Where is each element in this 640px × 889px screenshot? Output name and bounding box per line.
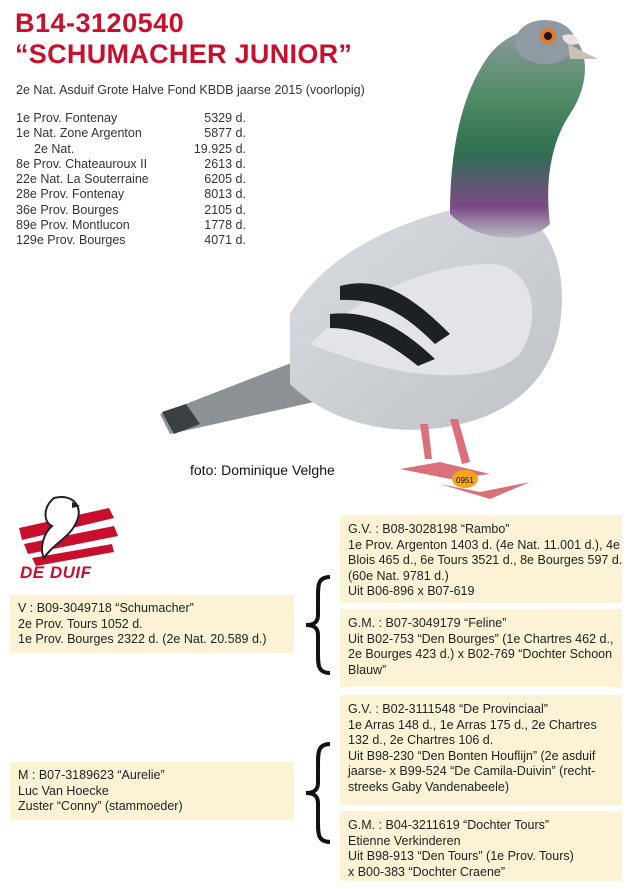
pedigree-line: Blois 465 d., 6e Tours 3521 d., 8e Bourges 597 d.	[348, 553, 623, 568]
result-place: 129e Prov. Bourges	[16, 233, 126, 248]
pedigree-line: V : B09-3049718 “Schumacher”	[18, 601, 194, 615]
logo-text: DE DUIF	[20, 563, 92, 582]
result-count: 6205 d.	[204, 172, 246, 187]
pedigree-line: Uit B98-913 “Den Tours” (1e Prov. Tours)	[348, 849, 574, 864]
result-count: 5329 d.	[204, 111, 246, 125]
ring-number: B14-3120540	[15, 8, 185, 38]
grandfather-father-side	[340, 515, 622, 603]
result-count: 1778 d.	[204, 218, 246, 233]
pedigree-line: Uit B98-230 “Den Bonten Houflijn” (2e asduif	[348, 748, 596, 763]
result-place: 22e Nat. La Souterraine	[16, 172, 149, 187]
brace-mother	[302, 742, 336, 844]
result-count: 19.925 d.	[193, 141, 246, 156]
result-place: 28e Prov. Fontenay	[16, 187, 125, 202]
result-place: 89e Prov. Montlucon	[16, 218, 130, 233]
result-count: 4071 d.	[204, 233, 246, 248]
pedigree-line: Blauw”	[348, 662, 387, 677]
pedigree-line: G.V. : B02-3111548 “De Provinciaal”	[348, 702, 548, 716]
pedigree-line: G.V. : B08-3028198 “Rambo”	[348, 522, 510, 536]
grandfather-mother-side	[340, 695, 622, 805]
result-place: 8e Prov. Chateauroux II	[16, 156, 148, 171]
pigeon-photo	[150, 14, 640, 514]
pedigree-line: 132 d., 2e Chartres 106 d.	[348, 733, 494, 748]
pedigree-line: Uit B06-896 x B07-619	[348, 584, 475, 599]
mother-box	[10, 762, 294, 820]
result-place: 1e Prov. Fontenay	[16, 111, 118, 125]
pedigree-line: Etienne Verkinderen	[348, 833, 461, 848]
leg-ring-number: 0951	[456, 476, 474, 485]
pedigree-line: Uit B02-753 “Den Bourges” (1e Chartres 462 d.,	[348, 631, 614, 646]
photo-credit: foto: Dominique Velghe	[190, 462, 335, 478]
pedigree-line: streeks Gaby Vandenabeele)	[348, 779, 509, 794]
pedigree-line: 1e Arras 148 d., 1e Arras 175 d., 2e Chartres	[348, 717, 597, 732]
pedigree-line: x B00-383 “Dochter Craene”	[348, 864, 506, 879]
result-place: 2e Nat.	[34, 141, 75, 156]
pedigree-line: jaarse- x B99-524 “De Camila-Duivin” (recht-	[348, 764, 596, 779]
result-count: 5877 d.	[204, 126, 246, 141]
result-count: 8013 d.	[204, 187, 246, 202]
father-box	[10, 595, 294, 653]
pedigree-line: G.M. : B04-3211619 “Dochter Tours”	[348, 818, 550, 832]
pedigree-line: (60e Nat. 9781 d.)	[348, 568, 449, 583]
pedigree-line: Luc Van Hoecke	[18, 783, 109, 798]
pedigree-line: 2e Prov. Tours 1052 d.	[18, 616, 143, 631]
result-count: 2105 d.	[204, 202, 246, 217]
pedigree-line: 1e Prov. Argenton 1403 d. (4e Nat. 11.001 d.), 4e	[348, 537, 620, 552]
pedigree-line: M : B07-3189623 “Aurelie”	[18, 768, 165, 782]
pigeon-name: “SCHUMACHER JUNIOR”	[15, 39, 353, 69]
pedigree-line: 2e Bourges 423 d.) x B02-769 “Dochter Schoon	[348, 647, 613, 662]
pedigree-line: 1e Prov. Bourges 2322 d. (2e Nat. 20.589 d.)	[18, 632, 267, 647]
grandmother-mother-side	[340, 811, 622, 881]
result-count: 2613 d.	[204, 156, 246, 171]
result-place: 1e Nat. Zone Argenton	[16, 126, 142, 141]
pedigree-line: G.M. : B07-3049179 “Feline”	[348, 616, 507, 630]
grandmother-father-side	[340, 609, 622, 687]
result-place: 36e Prov. Bourges	[16, 202, 119, 217]
pedigree-line: Zuster “Conny” (stammoeder)	[18, 799, 183, 814]
subtitle: 2e Nat. Asduif Grote Halve Fond KBDB jaarse 2015 (voorlopig)	[16, 83, 365, 97]
brace-father	[302, 575, 336, 675]
